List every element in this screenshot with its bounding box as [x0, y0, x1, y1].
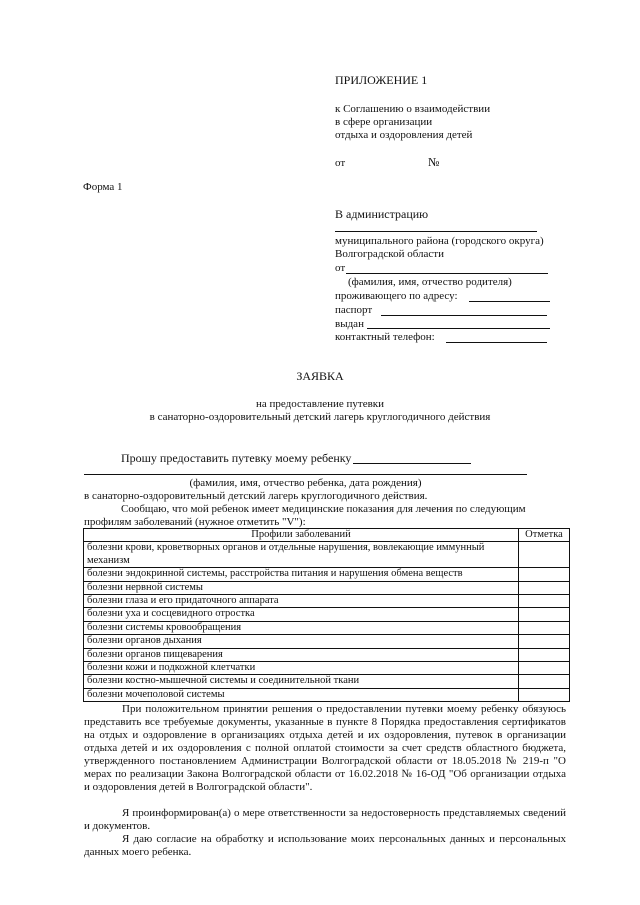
profile-cell: болезни органов дыхания — [84, 635, 519, 648]
issued-label: выдан — [335, 318, 364, 330]
parent-name-blank — [346, 273, 548, 274]
residence-label: проживающего по адресу: — [335, 290, 458, 302]
indications-line-1: Сообщаю, что мой ребенок имеет медицинские показания для лечения по следующим — [121, 503, 526, 515]
parent-hint: (фамилия, имя, отчество родителя) — [348, 276, 512, 288]
document-title: ЗАЯВКА — [296, 369, 344, 383]
profile-cell: болезни органов пищеварения — [84, 648, 519, 661]
document-subtitle-2: в санаторно-оздоровительный детский лагерь круглогодичного действия — [149, 411, 491, 423]
mark-cell[interactable] — [519, 635, 570, 648]
passport-blank — [381, 315, 547, 316]
issued-blank — [367, 328, 550, 329]
number-label: № — [428, 155, 440, 169]
profile-cell: болезни мочеполовой системы — [84, 688, 519, 701]
responsibility-paragraph: Я проинформирован(а) о мере ответственности за недостоверность представляемых сведений и документов. — [84, 807, 566, 832]
region-line: Волгоградской области — [335, 248, 444, 260]
form-label: Форма 1 — [83, 181, 123, 193]
table-row — [84, 621, 570, 634]
column-header-profiles: Профили заболеваний — [84, 529, 519, 542]
column-header-mark: Отметка — [519, 529, 570, 542]
table-row — [84, 662, 570, 675]
mark-cell[interactable] — [519, 568, 570, 581]
addressee-line: В администрацию — [335, 207, 429, 221]
profile-cell: болезни глаза и его придаточного аппарата — [84, 595, 519, 608]
mark-cell[interactable] — [519, 675, 570, 688]
mark-cell[interactable] — [519, 595, 570, 608]
residence-blank — [469, 301, 550, 302]
mark-cell[interactable] — [519, 662, 570, 675]
from-prefix: от — [335, 262, 346, 274]
document-subtitle-1: на предоставление путевки — [255, 398, 385, 410]
phone-label: контактный телефон: — [335, 331, 435, 343]
mark-cell[interactable] — [519, 542, 570, 568]
table-row — [84, 608, 570, 621]
mark-cell[interactable] — [519, 648, 570, 661]
agreement-line-3: отдыха и оздоровления детей — [335, 129, 473, 141]
table-header-row — [84, 529, 570, 542]
table-row — [84, 568, 570, 581]
profile-cell: болезни кожи и подкожной клетчатки — [84, 662, 519, 675]
profile-cell: болезни системы кровообращения — [84, 621, 519, 634]
profile-cell: болезни эндокринной системы, расстройства питания и нарушения обмена веществ — [84, 568, 519, 581]
child-blank-1 — [353, 463, 471, 464]
table-row — [84, 675, 570, 688]
mark-cell[interactable] — [519, 608, 570, 621]
profile-cell: болезни крови, кроветворных органов и отдельные нарушения, вовлекающие иммунный механизм — [84, 542, 519, 568]
passport-label: паспорт — [335, 304, 373, 316]
mark-cell[interactable] — [519, 688, 570, 701]
camp-line: в санаторно-оздоровительный детский лагерь круглогодичного действия. — [84, 490, 428, 502]
child-blank-2 — [84, 474, 527, 475]
disease-profiles-table — [83, 528, 570, 702]
table-row — [84, 688, 570, 701]
consent-paragraph: Я даю согласие на обработку и использование моих персональных данных и персональных данных моего ребенка. — [84, 833, 566, 858]
indications-line-2: профилям заболеваний (нужное отметить "V"): — [84, 516, 306, 528]
table-row — [84, 581, 570, 594]
agreement-line-1: к Соглашению о взаимодействии — [335, 103, 491, 115]
table-row — [84, 635, 570, 648]
request-line: Прошу предоставить путевку моему ребенку — [121, 451, 352, 465]
profile-cell: болезни нервной системы — [84, 581, 519, 594]
date-label: от — [335, 157, 346, 169]
appendix-title: ПРИЛОЖЕНИЕ 1 — [335, 73, 428, 87]
profile-cell: болезни уха и сосцевидного отростка — [84, 608, 519, 621]
table-row — [84, 542, 570, 568]
table-row — [84, 595, 570, 608]
table-row — [84, 648, 570, 661]
mark-cell[interactable] — [519, 581, 570, 594]
child-hint: (фамилия, имя, отчество ребенка, дата рождения) — [189, 477, 422, 489]
obligation-paragraph: При положительном принятии решения о предоставлении путевки моему ребенку обязуюсь представить все требуемые документы, указанные в пункте 8 Порядка предоставления сертификатов на отдых и оздоровление в организациях отдыха детей и их оздоровления, путевок в организации отдыха детей и их оздоровления с полной оплатой стоимости за счет средств областного бюджета, утвержденного постановлением Администрации Волгоградской области от 18.05.2018 № 219-п "О мерах по реализации Закона Волгоградской области от 16.02.2018 № 16-ОД "Об организации отдыха и оздоровления детей в Волгоградской области". — [84, 703, 566, 793]
administration-blank — [335, 231, 537, 232]
agreement-line-2: в сфере организации — [335, 116, 433, 128]
district-line: муниципального района (городского округа) — [335, 235, 544, 247]
profile-cell: болезни костно-мышечной системы и соединительной ткани — [84, 675, 519, 688]
phone-blank — [446, 342, 547, 343]
mark-cell[interactable] — [519, 621, 570, 634]
